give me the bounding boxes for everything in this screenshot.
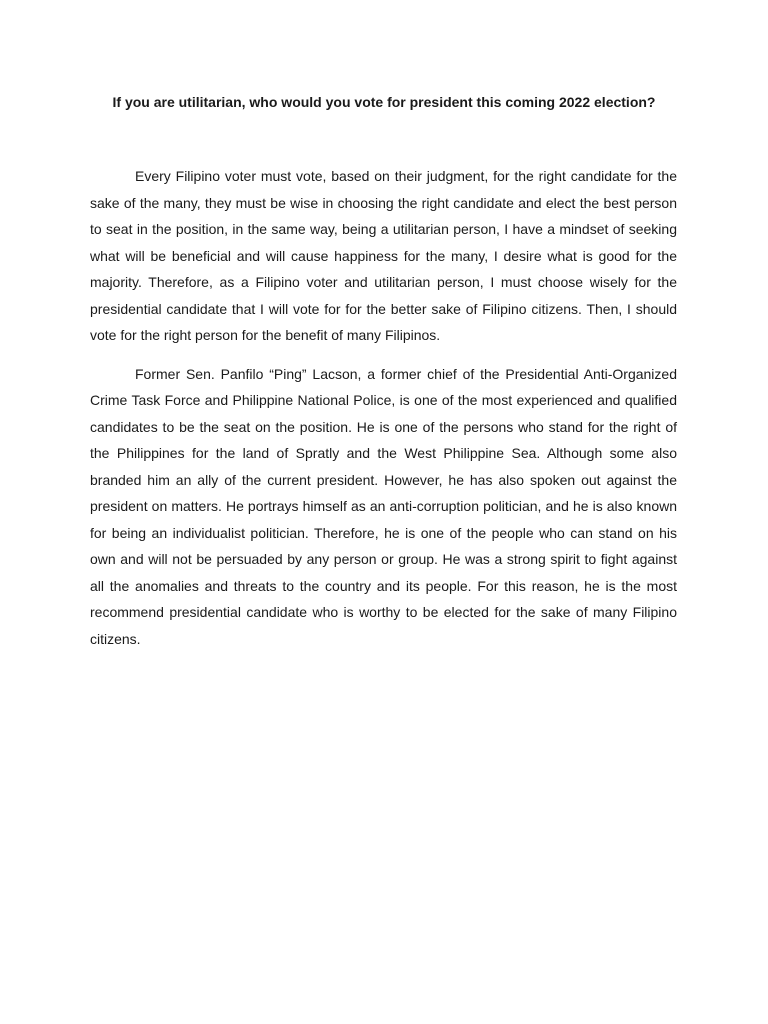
document-title: If you are utilitarian, who would you vote for president this coming 2022 election? [112, 94, 656, 110]
paragraph-utilitarian-voter: Every Filipino voter must vote, based on their judgment, for the right candidate for the sake of the many, they must be wise in choosing the right candidate and elect the best person to seat in the position, in the same way, being a utilitarian person, I have a mindset of seeking what will be beneficial and will cause happiness for the many, I desire what is good for the majority. Therefore, as a Filipino voter and utilitarian person, I must choose wisely for the presidential candidate that I will vote for for the better sake of Filipino citizens. Then, I should vote for the right person for the benefit of many Filipinos. [90, 168, 677, 343]
paragraph-candidate-lacson: Former Sen. Panfilo “Ping” Lacson, a former chief of the Presidential Anti-Organized Crime Task Force and Philippine National Police, is one of the most experienced and qualified candidates to be the seat on the position. He is one of the persons who stand for the right of the Philippines for the land of Spratly and the West Philippine Sea. Although some also branded him an ally of the current president. However, he has also spoken out against the president on matters. He portrays himself as an anti-corruption politician, and he is also known for being an individualist politician. Therefore, he is one of the people who can stand on his own and will not be persuaded by any person or group. He was a strong spirit to fight against all the anomalies and threats to the country and its people. For this reason, he is the most recommend presidential candidate who is worthy to be elected for the sake of many Filipino citizens. [90, 365, 677, 647]
document-body [90, 163, 677, 664]
